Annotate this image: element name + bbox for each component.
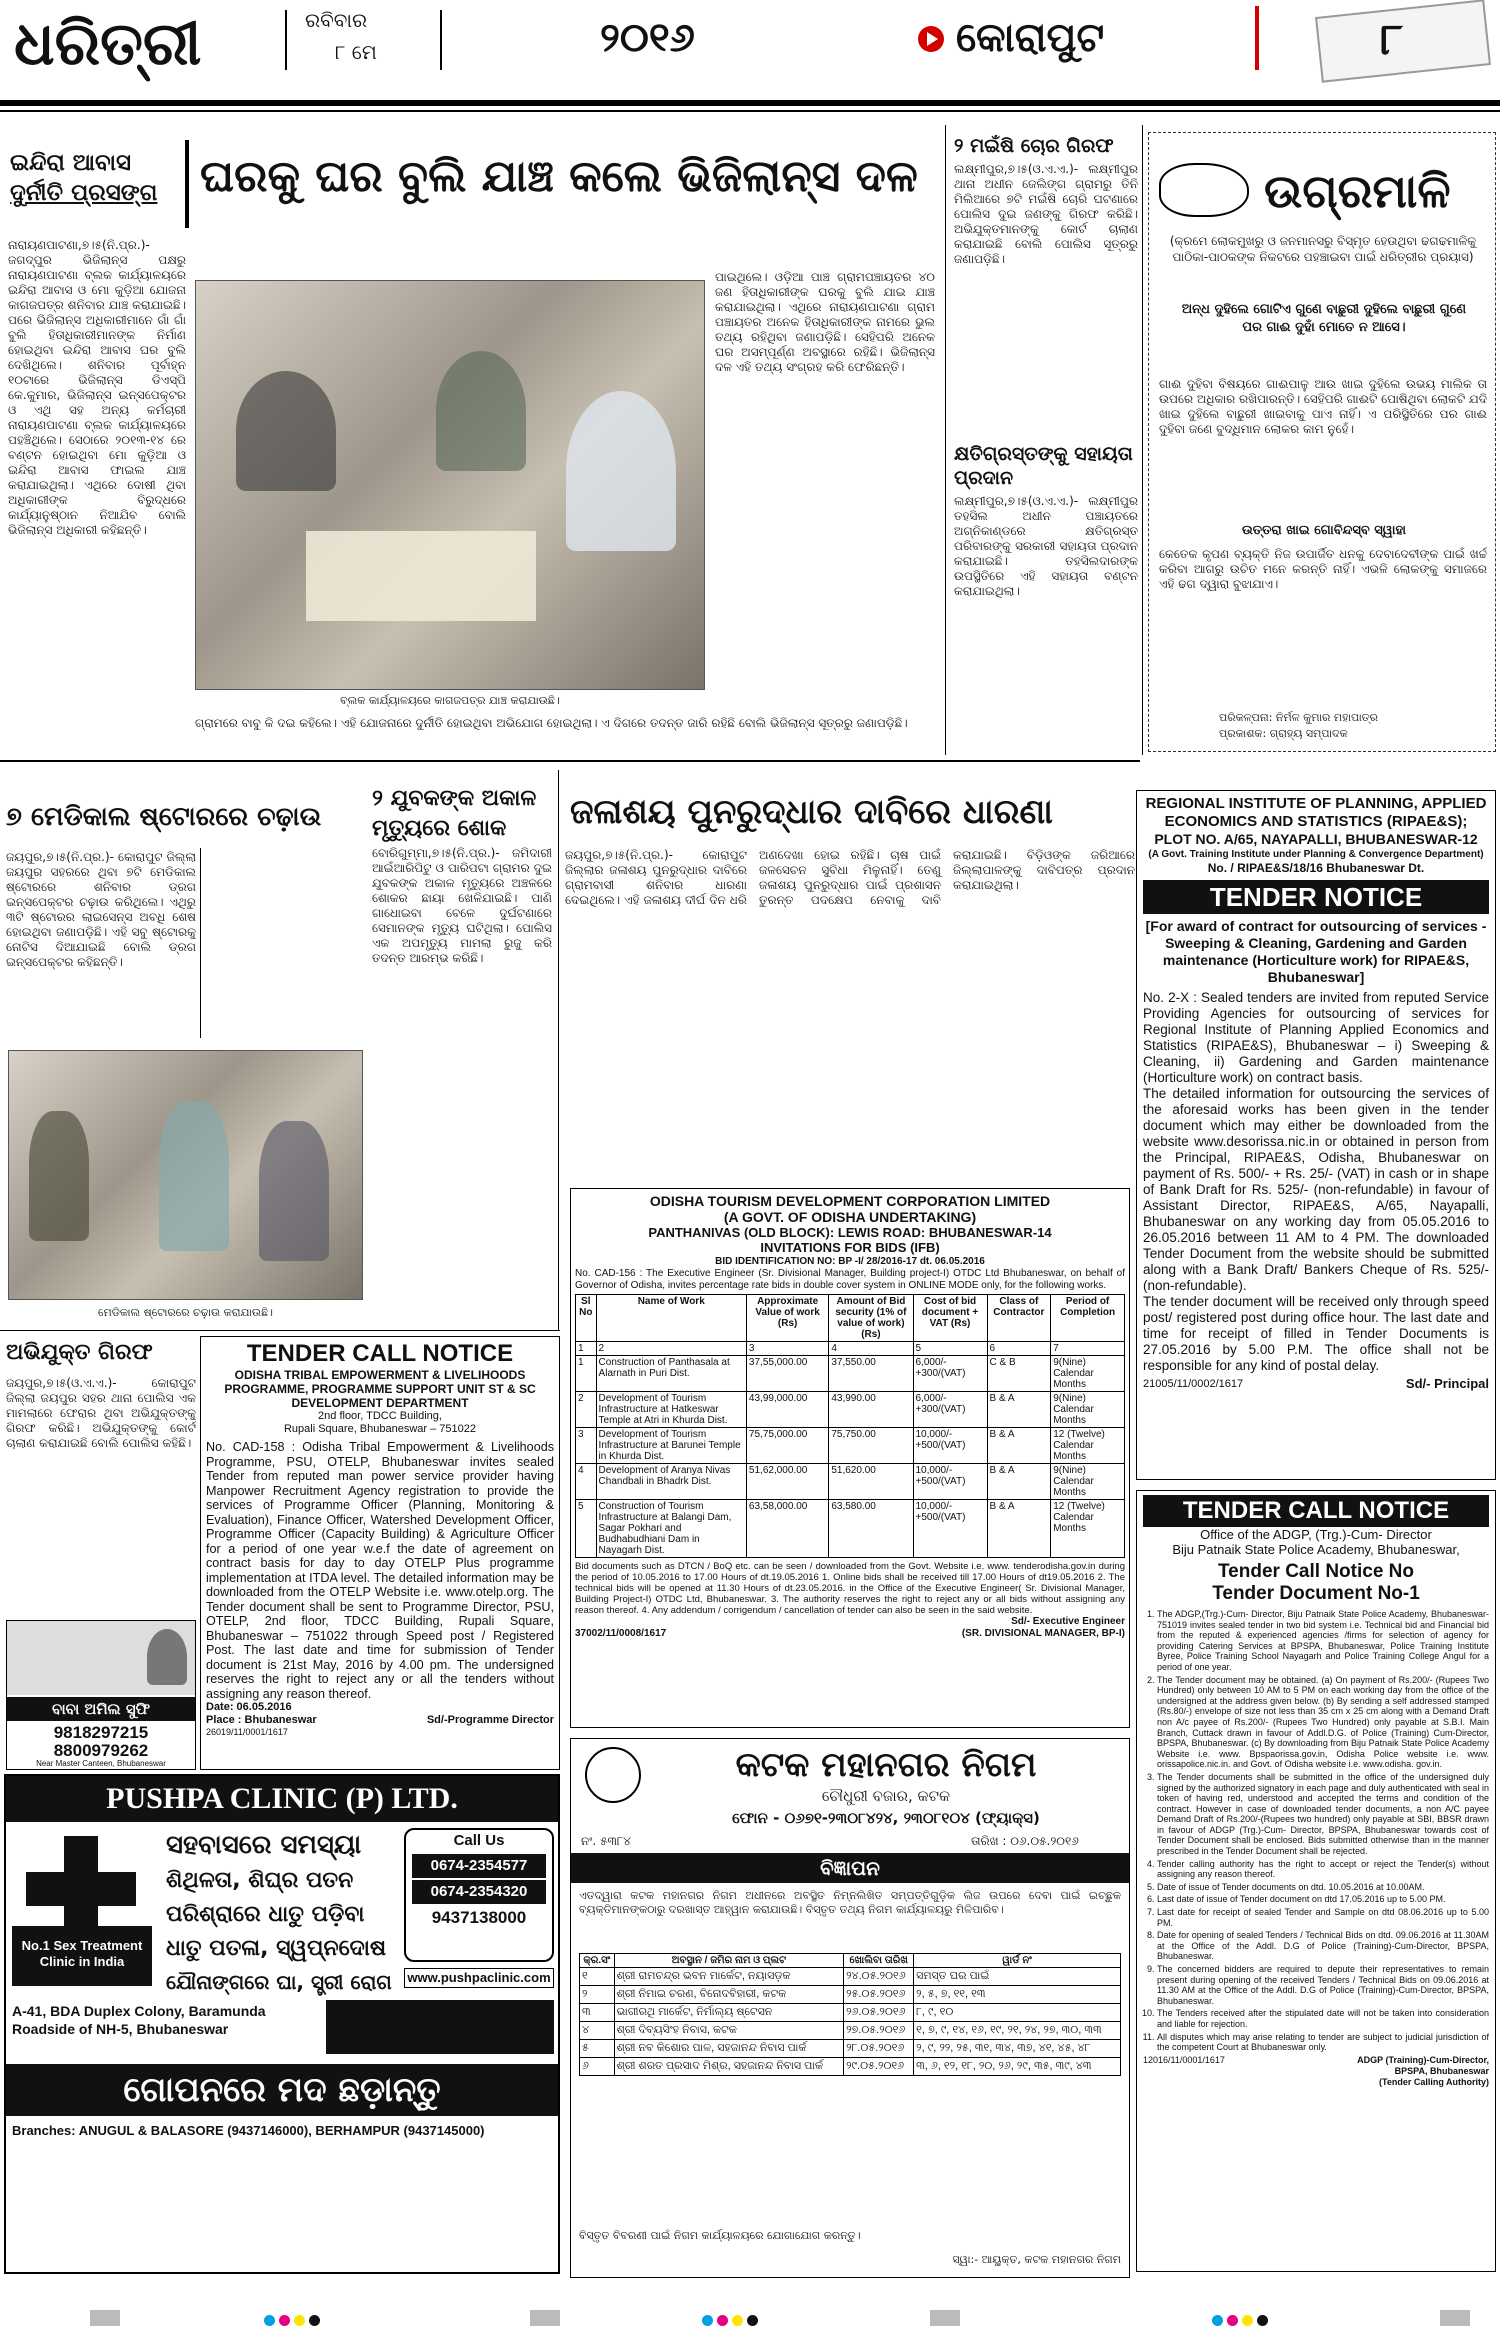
lead-photo: [195, 280, 705, 690]
table-cell: ଶ୍ରୀ ଶରତ ପ୍ରସାଦ ମିଶ୍ର, ସହଜାନନ୍ଦ ନିବାସ ପାର୍କ: [614, 2058, 844, 2076]
cmc-emblem-icon: [585, 1747, 641, 1803]
list-item: 11. All disputes which may arise relating to tender are subject to judicial jurisdiction of the competent Court at Bhubaneswar only.: [1157, 2032, 1489, 2053]
lead-column-1: ନାରାୟଣପାଟଣା,୭।୫(ନି.ପ୍ର.)- ଜଗଦ୍ପୁର ଭିଜିଲାନ୍ସ ପକ୍ଷରୁ ନାରାୟଣପାଟଣା ବ୍ଲକ କାର୍ଯ୍ୟାଳୟରେ ଇନ୍ଦିରା ଆବାସ ଓ ମୋ କୁଡ଼ିଆ ଯୋଜନା କାଗଜପତ୍ର ଶନିବାର ଯାଞ୍ଚ କରାଯାଇଛି। ପରେ ଭିଜିଲାନ୍ସ ଅଧିକାରୀମାନେ ଗାଁ ଗାଁ ବୁଲି ହିତାଧିକାରୀମାନଙ୍କ ନିର୍ମାଣ ହୋଇଥିବା ଇନ୍ଦିରା ଆବାସ ଘର ବୁଲି ଦେଖିଥିଲେ। ଶନିବାର ପୂର୍ବାହ୍ନ ୧୦ଟାରେ ଭିଜିଲାନ୍ସ ଡିଏସ୍ପି କେ.କୁମାର, ଭିଜିଲାନ୍ସ ଇନ୍ସପେକ୍ଟର ଓ ଏଥି ସହ ଅନ୍ୟ କର୍ମଚାରୀ ନାରାୟଣପାଟଣା ବ୍ଲକ କାର୍ଯ୍ୟାଳୟରେ ପହଞ୍ଚିଥିଲେ। ସେଠାରେ ୨୦୧୩-୧୪ ରେ ବଣ୍ଟନ ହୋଇଥିବା ମୋ କୁଡ଼ିଆ ଓ ଇନ୍ଦିରା ଆବାସ ଫାଇଲ ଯାଞ୍ଚ କରାଯାଇଥିଲା। ଏଥିରେ ଦୋଷୀ ଥିବା ଅଧିକାରୀଙ୍କ ବିରୁଦ୍ଧରେ କାର୍ଯ୍ୟାନୁଷ୍ଠାନ ନିଆଯିବ ବୋଲି ଭିଜିଲାନ୍ସ ଅଧିକାରୀ କହିଛନ୍ତି।: [8, 238, 186, 537]
proverb-subtitle: (କ୍ରମେ ଲୋକମୁଖରୁ ଓ ଜନମାନସରୁ ବିସ୍ମୃତ ହେଉଥିବା ଢଗଢମାଳିକୁ ପାଠିକା-ପାଠକଙ୍କ ନିକଟରେ ପହଞ୍ଚାଇବା ପାଇଁ ଧରିତ୍ରୀର ପ୍ରୟାସ): [1169, 234, 1477, 264]
lead-kicker: ଇନ୍ଦିରା ଆବାସ ଦୁର୍ନୀତି ପ୍ରସଙ୍ଗ: [10, 150, 158, 206]
baba-portrait-icon: [147, 1629, 187, 1685]
registration-dot-icon: [1212, 2315, 1223, 2326]
proverb-box: [1148, 132, 1496, 752]
baba-phone-2[interactable]: 8800979262: [53, 1741, 149, 1760]
table-cell: ଶ୍ରୀ ରାମଚନ୍ଦ୍ର ଭବନ ମାର୍କେଟ, ନୟାସଡ଼କ: [614, 1968, 844, 1986]
table-cell: ୮, ୯, ୧୦: [914, 2004, 1121, 2022]
table-cell: 10,000/- +500/(VAT): [913, 1464, 987, 1500]
clinic-phone-3[interactable]: 9437138000: [431, 1908, 527, 1927]
table-cell: 1: [576, 1356, 597, 1392]
clinic-slogan: ଗୋପନରେ ମଦ ଛଡ଼ାନ୍ତୁ: [6, 2064, 558, 2116]
table-cell: 6,000/- +300/(VAT): [913, 1392, 987, 1428]
table-cell: ଶ୍ରୀ ଦିବ୍ୟସିଂହ ନିବାସ, କଟକ: [614, 2022, 844, 2040]
table-header: Sl No: [576, 1295, 597, 1342]
table-cell: ୧, ୭, ୯, ୧୪, ୧୬, ୧୯, ୨୧, ୨୪, ୨୭, ୩୦, ୩୩: [914, 2022, 1121, 2040]
list-item: 2. The Tender document may be obtained. (a) On payment of Rs.200/- (Rupees Two Hundred) only between 10 AM to 5 PM on each working day from the office of the undersigned at the address given below. (b) By sending a self addressed stamped (Rs.80/-) envelope of size not less than 35 cm x 25 cm along with a Demand Draft non A/c payee of Rs.200/- (Rupees Two Hundred) only payable at S.B.I. Main Branch, Cuttack drawn in favour of Addl.D.G. of Police (Training) Cum-Director, BPSPA, Bhubaneswar. (c) By downloading from Biju Patnaik State Police Academy Website i.e. www. Bpspaorissa.gov.in, Odisha Police website i.e. www. orissapolice.nic.in. and Govt. of Odisha website i.e. www.odisha. gov.in.: [1157, 1675, 1489, 1770]
list-item: 4. Tender calling authority has the right to accept or reject the Tender(s) without assigning any reason thereof.: [1157, 1859, 1489, 1880]
brief-news-column: [950, 120, 1140, 760]
table-cell: 51,62,000.00: [746, 1464, 828, 1500]
table-cell: ଶ୍ରୀ ନିମାଇ ଚରଣ, ବିନୋଦବିହାରୀ, କଟକ: [614, 1986, 844, 2004]
list-item: 1. The ADGP,(Trg.)-Cum- Director, Biju Patnaik State Police Academy, Bhubaneswar-751019 invites sealed tender in two bid system i.e. Technical bid and Financial bid from the reputed & experienced agencies /firms for selection of agency for providing Catering Services at BPSPA, Bhubaneswar, Police Training Institute Byree, Police Training School Nayagarh and Police Training College Angul for a period of one year.: [1157, 1609, 1489, 1673]
table-cell: 37,55,000.00: [746, 1356, 828, 1392]
brief-text-theft: ଲକ୍ଷ୍ମୀପୁର,୭।୫(ଓ.ଏ.ଏ.)- ଲକ୍ଷ୍ମୀପୁର ଥାନା ଅଧୀନ ଜେଲିଙ୍ଗ ଗ୍ରାମରୁ ତିନି ମିଲିଆରେ ୭ଟି ମଇଁଷି ଚୋରି ଘଟଣାରେ ପୋଲିସ ଦୁଇ ଜଣଙ୍କୁ ଗିରଫ କରିଛି। ଅଭିଯୁକ୍ତମାନଙ୍କୁ କୋର୍ଟ ଚାଲାଣ କରାଯାଇଛି ବୋଲି ପୋଲିସ ସୂତ୍ରରୁ ଜଣାପଡ଼ିଛି।: [954, 162, 1138, 266]
cmc-title: କଟକ ମହାନଗର ନିଗମ: [735, 1745, 1037, 1785]
table-cell: 2: [596, 1342, 746, 1356]
table-cell: 5: [576, 1500, 597, 1558]
table-header: Amount of Bid security (1% of value of work) (Rs): [829, 1295, 913, 1342]
table-header: Name of Work: [596, 1295, 746, 1342]
table-cell: 9(Nine) Calendar Months: [1051, 1392, 1125, 1428]
cmc-adv-banner: ବିଜ୍ଞାପନ: [571, 1853, 1129, 1883]
otdc-bid-table: [575, 1294, 1125, 1558]
table-cell: B & A: [987, 1428, 1051, 1464]
table-cell: Development of Tourism Infrastructure at Barunei Temple in Khurda Dist.: [596, 1428, 746, 1464]
table-header: Period of Completion: [1051, 1295, 1125, 1342]
registration-dot-icon: [1242, 2315, 1253, 2326]
table-cell: 9(Nine) Calendar Months: [1051, 1464, 1125, 1500]
table-cell: ଭାଗୀରଥି ମାର୍କେଟ, ନିର୍ମାଲ୍ୟ ଷ୍ଟେସନ: [614, 2004, 844, 2022]
registration-dot-icon: [264, 2315, 275, 2326]
table-cell: 6,000/- +300/(VAT): [913, 1356, 987, 1392]
list-item: 10. The Tenders received after the stipulated date will not be taken into consideration and liable for rejection.: [1157, 2008, 1489, 2029]
masthead-year: ୨୦୧୬: [600, 15, 695, 61]
list-item: 9. The concerned bidders are required to depute their representatives to remain present during opening of the received Tenders / Technical Bids on 09.06.2016 at 11.30 AM at the Office of the Addl. D.G of Police (Training)-Cum-Director, BPSPA, Bhubaneswar.: [1157, 1964, 1489, 2006]
table-cell: 4: [576, 1464, 597, 1500]
table-cell: 6: [987, 1342, 1051, 1356]
page-number-badge: [1315, 0, 1491, 83]
table-cell: 63,580.00: [829, 1500, 913, 1558]
clinic-phone-1[interactable]: 0674-2354577: [412, 1854, 546, 1878]
table-cell: ଶ୍ରୀ ନବ କିଶୋର ପାଳ, ସହଜାନନ୍ଦ ନିବାସ ପାର୍କ: [614, 2040, 844, 2058]
clinic-website[interactable]: www.pushpaclinic.com: [404, 1968, 554, 1988]
adgp-tender-notice: TENDER CALL NOTICE Office of the ADGP, (Trg.)-Cum- Director Biju Patnaik State Police Academy, Bhubaneswar, Tender Call Notice No Tender Document No-1 1. The ADGP,(Trg.)-Cum- Director, Biju Patnaik State Police Academy, Bhubaneswar-751019 invites sealed tender in two bid system i.e. Technical bid and Financial bid from the reputed & experienced agencies /firms for selection of agency for providing Catering Services at BPSPA, Bhubaneswar, Police Training Institute Byree, Police Training School Nayagarh and Police Training College Angul for a period of one year. 2. The Tender document may be obtained. (a) On payment of Rs.200/- (Rupees Two Hundred) only between 10 AM to 5 PM on each working day from the office of the undersigned at the address given below. (b) By sending a self addressed stamped (Rs.80/-) envelope of size not less than 35 cm x 25 cm along with a Demand Draft non A/c payee of Rs.200/- (Rupees Two Hundred) only payable at S.B.I. Main Branch, Cuttack drawn in favour of Addl.D.G. of Police (Training) Cum-Director, BPSPA, Bhubaneswar. (c) By downloading from Biju Patnaik State Police Academy Website i.e. www. Bpspaorissa.gov.in, Odisha Police website i.e. www. orissapolice.nic.in. and Govt. of Odisha website i.e. www.odisha. gov.in. 3. The Tender documents shall be submitted in the office of the undersigned duly signed by the authorized signatory in each page and duly authenticated with seal in token of having red, understood and accepted the terms and condition of the contract. However in case of downloaded tender documents, a non A/C payee Demand Draft of Rs.200/-(Rupees two hundred) only payable at SBI, BBSR drawn in favour of ADGP (Trg.)-Cum- Director, BPSPA, Bhubaneswar towards cost of Tender Document shall be enclosed. Bids submitted otherwise than in the manner prescribed in the Tender Document shall be rejected. 4. Tender calling authority has the right to accept or reject the Tender(s) without assigning any reason thereof. 5. Date of issue of Tender documents on dtd. 10.05.2016 at 10.00AM. 6. Last date of issue of Tender document on dtd 17.05.2016 up to 5.00 PM. 7. Last date for receipt of sealed Tender and Sample on dtd 08.06.2016 up to 5.00 PM. 8. Date for opening of sealed Tenders / Technical Bids on dtd. 09.06.2016 at 11.30AM at the Office of the Addl. D.G of Police (Training)-Cum-Director, BPSPA, Bhubaneswar. 9. The concerned bidders are required to depute their representatives to remain present during opening of the received Tenders / Technical Bids on 09.06.2016 at 11.30 AM at the Office of the Addl. D.G of Police (Training)-Cum-Director, BPSPA, Bhubaneswar. 10. The Tenders received after the stipulated date will not be taken into consideration and liable for rejection. 11. All disputes which may arise relating to tender are subject to judicial jurisdiction of the competent Court at Bhubaneswar only. 12016/11/0001/1617 ADGP (Training)-Cum-Director, BPSPA, Bhubaneswar (Tender Calling Authority): [1136, 1490, 1496, 2272]
table-header: କ୍ର.ସଂ: [580, 1954, 615, 1968]
table-cell: 75,75,000.00: [746, 1428, 828, 1464]
registration-dot-icon: [1227, 2315, 1238, 2326]
proverb-credit-2: ପ୍ରକାଶକ: ଗ୍ରାହ୍ୟ ସମ୍ପାଦକ: [1219, 727, 1348, 740]
lead-headline: ଘରକୁ ଘର ବୁଲି ଯାଞ୍ଚ କଲେ ଭିଜିଲାନ୍ସ ଦଳ: [200, 151, 918, 202]
table-cell: B & A: [987, 1464, 1051, 1500]
table-row: [576, 1392, 1125, 1428]
table-row: [580, 1986, 1121, 2004]
masthead: [0, 0, 1500, 112]
youth-headline: ୨ ଯୁବକଙ୍କ ଅକାଳ ମୃତ୍ୟୁରେ ଶୋକ: [372, 786, 537, 841]
proverb-verse: ଅନ୍ଧ ଦୁହିଲେ ଗୋଟିଏ ଗୁଣେ ବାଛୁରୀ ଦୁହିଲେ ବାଛୁରୀ ଗୁଣେ ପର ଗାଈ ଦୁହାଁ ମୋତେ ନ ଆସେ।: [1181, 302, 1467, 335]
table-cell: ୬: [580, 2058, 615, 2076]
table-cell: ୨, ୫, ୭, ୧୧, ୧୩: [914, 1986, 1121, 2004]
table-row: [580, 2022, 1121, 2040]
table-cell: Construction of Panthasala at Alarnath in Puri Dist.: [596, 1356, 746, 1392]
ripaes-title: TENDER NOTICE: [1143, 880, 1489, 914]
table-cell: 12 (Twelve) Calendar Months: [1051, 1428, 1125, 1464]
baba-name: ବାବା ଅମିଲ ସୁଫି: [7, 1697, 195, 1721]
table-header: ଖୋଲିବା ତାରିଖ: [844, 1954, 914, 1968]
masthead-edition: କୋରାପୁଟ: [956, 15, 1105, 61]
list-item: 3. The Tender documents shall be submitted in the office of the undersigned duly signed by the authorized signatory in each page and duly authenticated with seal in token of having red, understood and accepted the terms and condition of the contract. However in case of downloaded tender documents, a non A/C payee Demand Draft of Rs.200/-(Rupees two hundred) only payable at SBI, BBSR drawn in favour of ADGP (Trg.)-Cum- Director, BPSPA, Bhubaneswar towards cost of Tender Document shall be enclosed. Bids submitted otherwise than in the manner prescribed in the Tender Document shall be rejected.: [1157, 1772, 1489, 1857]
table-cell: Development of Tourism Infrastructure at Hatkeswar Temple at Atri in Khurda Dist.: [596, 1392, 746, 1428]
baba-note: Near Master Canteen, Bhubaneswar: [36, 1759, 166, 1768]
registration-dot-icon: [747, 2315, 758, 2326]
pushpa-clinic-advert: PUSHPA CLINIC (P) LTD. No.1 Sex Treatment Clinic in India ସହବାସରେ ସମସ୍ୟା ଶିଥିଳତା, ଶିଘ୍ର ପତନ ପରିଶ୍ରାରେ ଧାତୁ ପଡ଼ିବା ଧାତୁ ପତଳା, ସ୍ୱପ୍ନଦୋଷ ଯୌନାଙ୍ଗରେ ଘା, ସ୍ତ୍ରୀ ରୋଗ Call Us 0674-2354577 0674-2354320 9437138000 www.pushpaclinic.com A-41, BDA Duplex Colony, Baramunda Roadside of NH-5, Bhubaneswar ଗୋପନରେ ମଦ ଛଡ଼ାନ୍ତୁ Branches: ANUGUL & BALASORE (9437146000), BERHAMPUR (9437145000): [4, 1774, 560, 2274]
proverb-title: ଉଗ୍ରମାଳି: [1264, 164, 1451, 218]
table-cell: B & A: [987, 1500, 1051, 1558]
medical-photo: [8, 1050, 363, 1300]
table-cell: 2: [576, 1392, 597, 1428]
registration-dot-icon: [732, 2315, 743, 2326]
table-cell: Development of Aranya Nivas Chandbali in Bhadrk Dist.: [596, 1464, 746, 1500]
medical-text: ଜୟପୁର,୭।୫(ନି.ପ୍ର.)- କୋରାପୁଟ ଜିଲ୍ଲା ଜୟପୁର ସହରରେ ଥିବା ୭ଟି ମେଡିକାଲ ଷ୍ଟୋରରେ ଶନିବାର ଡ୍ରଗ ଇନ୍ସପେକ୍ଟର ଚଢ଼ାଉ କରିଥିଲେ। ଏଥିରୁ ୩ଟି ଷ୍ଟୋରର ଲାଇସେନ୍ସ ଅବଧି ଶେଷ ହୋଇଥିବା ଜଣାପଡ଼ିଛି। ଏହି ସବୁ ଷ୍ଟୋରକୁ ନୋଟିସ ଦିଆଯାଇଛି ବୋଲି ଡ୍ରଗ ଇନ୍ସପେକ୍ଟର କହିଛନ୍ତି।: [6, 850, 196, 969]
table-cell: ୧: [580, 1968, 615, 1986]
registration-dot-icon: [294, 2315, 305, 2326]
table-cell: ୫: [580, 2040, 615, 2058]
table-cell: 7: [1051, 1342, 1125, 1356]
list-item: 8. Date for opening of sealed Tenders / Technical Bids on dtd. 09.06.2016 at 11.30AM at the Office of the Addl. D.G of Police (Training)-Cum-Director, BPSPA, Bhubaneswar.: [1157, 1930, 1489, 1962]
table-cell: ୨, ୯, ୨୨, ୨୫, ୩୧, ୩୪, ୩୭, ୪୧, ୪୫, ୪୮: [914, 2040, 1121, 2058]
otelp-tender-notice: TENDER CALL NOTICE ODISHA TRIBAL EMPOWERMENT & LIVELIHOODS PROGRAMME, PROGRAMME SUPPORT UNIT ST & SC DEVELOPMENT DEPARTMENT 2nd floor, TDCC Building, Rupali Square, Bhubaneswar – 751022 No. CAD-158 : Odisha Tribal Empowerment & Livelihoods Programme, PSU, OTELP, Bhubaneswar invites sealed Tender from reputed man power service provider having Manpower Recruitment Agency registration to provide the services of Programme Officer (Planning, Monitoring & Evaluation), Finance Officer, Watershed Development Officer, Programme Officer (Capacity Building) & Agriculture Officer for a period of one year w.e.f the date of agreement on contract basis for day to day OTELP Plus programme implementation at ITDA level. The detailed information may be downloaded from the OTELP Website i.e. www.otelp.org. The Tender document shall be sent to Programme Director, PSU, OTELP, 2nd floor, TDCC Building, Rupali Square, Bhubaneswar – 751022 through Speed post / Registered Post. The last date and time for submission of Tender document is 21st May, 2016 by 4.00 pm. The undersigned reserves the right to reject any or all the tenders without assigning any reason thereof. Date: 06.05.2016 Place : Bhubaneswar Sd/-Programme Director 26019/11/0001/1617: [200, 1336, 560, 1770]
table-cell: ୩, ୬, ୧୨, ୧୮, ୨୦, ୨୬, ୨୯, ୩୫, ୩୯, ୪୩: [914, 2058, 1121, 2076]
clinic-name: PUSHPA CLINIC (P) LTD.: [6, 1776, 558, 1822]
table-cell: 5: [913, 1342, 987, 1356]
table-row: [580, 2040, 1121, 2058]
registration-dot-icon: [717, 2315, 728, 2326]
adgp-title: TENDER CALL NOTICE: [1143, 1495, 1489, 1527]
table-header: ଅବସ୍ଥାନ / ଜମିର ନାମ ଓ ପ୍ଲଟ: [614, 1954, 844, 1968]
table-cell: 75,750.00: [829, 1428, 913, 1464]
proverb-credit-1: ପରିକଳ୍ପନା: ନିର୍ମଳ କୁମାର ମହାପାତ୍ର: [1219, 711, 1378, 724]
brief-headline-relief: କ୍ଷତିଗ୍ରସ୍ତଙ୍କୁ ସହାୟତା ପ୍ରଦାନ: [954, 443, 1133, 489]
clinic-badge: No.1 Sex Treatment Clinic in India: [12, 1926, 152, 1986]
masthead-date: ୮ ମେ: [335, 40, 377, 64]
table-cell: Construction of Tourism Infrastructure at Balangi Dam, Sagar Pokhari and Budhabudhiani Dam in Nayagarh Dist.: [596, 1500, 746, 1558]
table-header: Cost of bid document + VAT (Rs): [913, 1295, 987, 1342]
table-cell: B & A: [987, 1392, 1051, 1428]
table-cell: ୨: [580, 1986, 615, 2004]
table-cell: 1: [576, 1342, 597, 1356]
proverb-answer: ଉତ୍ତରା ଖାଇ ଗୋବିନ୍ଦସ୍ବ ସ୍ୱାହା: [1241, 523, 1407, 538]
proverb-body-2: କେତେକ କୃପଣ ବ୍ୟକ୍ତି ନିଜ ଉପାର୍ଜିତ ଧନକୁ ଦେବାଦେବୀଙ୍କ ପାଇଁ ଖର୍ଚ୍ଚ କରିବା ଆଗରୁ ଉଚିତ ମନେ କରନ୍ତି ନାହିଁ। ଏଭଳି ଲୋକଙ୍କୁ ସମାଜରେ ଏହି ଢଗ ଦ୍ୱାରା ବୁଝାଯାଏ।: [1159, 547, 1487, 591]
table-cell: 9(Nine) Calendar Months: [1051, 1356, 1125, 1392]
table-cell: ୨୬.୦୫.୨୦୧୬: [844, 2004, 914, 2022]
table-row: [580, 2004, 1121, 2022]
table-cell: ସମସ୍ତ ଘର ପାଇଁ: [914, 1968, 1121, 1986]
table-cell: 3: [576, 1428, 597, 1464]
table-header: ୱାର୍ଡ ନଂ: [914, 1954, 1121, 1968]
otdc-tender-notice: ODISHA TOURISM DEVELOPMENT CORPORATION LIMITED (A GOVT. OF ODISHA UNDERTAKING) PANTHANIVAS (OLD BLOCK): LEWIS ROAD: BHUBANESWAR-14 INVITATIONS FOR BIDS (IFB) BID IDENTIFICATION NO: BP -I/ 28/2016-17 dt. 06.05.2016 No. CAD-156 : The Executive Engineer (Sr. Divisional Manager, Building project-I) OTDC Ltd Bhubaneswar, on behalf of Governor of Odisha, invites percentage rate bids in double cover system in ONLINE MODE only, for the following works. Sl No Name of Work Approximate Value of work (Rs) Amount of Bid security (1% of value of work) (Rs) Cost of bid document + VAT (Rs) Class of Contractor Period of Completion 1 2 3 4 5 6 7 1 Construction of Panthasala at Alarnath in Puri Dist. 37,55,000.00 37,550.00 6,000/- +300/(VAT) C & B 9(Nine) Calendar Months 2 Development of Tourism Infrastructure at Hatkeswar Temple at Atri in Khurda Dist. 43,99,000.00 43,990.00 6,000/- +300/(VAT) B & A 9(Nine) Calendar Months 3 Development of Tourism Infrastructure at Barunei Temple in Khurda Dist. 75,75,000.00 75,750.00 10,000/- +500/(VAT) B & A 12 (Twelve) Calendar Months 4 Development of Aranya Nivas Chandbali in Bhadrk Dist. 51,62,000.00 51,620.00 10,000/- +500/(VAT) B & A 9(Nine) Calendar Months 5 Construction of Tourism Infrastructure at Balangi Dam, Sagar Pokhari and Budhabudhiani Dam in Nayagarh Dist. 63,58,000.00 63,580.00 10,000/- +500/(VAT) B & A 12 (Twelve) Calendar Months Bid documents such as DTCN / BoQ etc. can be seen / downloaded from the Govt. Website i.e. www. tenderodisha.gov.in during the period of 10.05.2016 to 17.00 Hours of dt.19.05.2016 1. Online bids shall be received till 17.00 Hours of dt19.05.2016 2. The technical bids will be opened at 11.30 Hours of dt.23.05.2016. in the Office of the Executive Engineer( Sr. Divisional Manager, Building Project-I) OTDC Ltd, Bhubaneswar. 3. The authority reserves the right to reject any or all bids without assigning any reason thereof. 4. Any addendum / corrigendum / cancellation of tender can also be seen in the said website. Sd/- Executive Engineer 37002/11/0008/1617 (SR. DIVISIONAL MANAGER, BP-I): [570, 1188, 1130, 1728]
lead-photo-caption: ବ୍ଲକ କାର୍ଯ୍ୟାଳୟରେ କାଗଜପତ୍ର ଯାଞ୍ଚ କରାଯାଉଛି।: [340, 694, 560, 707]
medical-photo-caption: ମେଡିକାଲ ଷ୍ଟୋରରେ ଚଢ଼ାଉ କରାଯାଉଛି।: [98, 1306, 273, 1319]
medical-headline: ୭ ମେଡିକାଲ ଷ୍ଟୋରରେ ଚଢ଼ାଉ: [6, 802, 322, 832]
ripaes-tender-notice: REGIONAL INSTITUTE OF PLANNING, APPLIED ECONOMICS AND STATISTICS (RIPAE&S); PLOT NO. A/65, NAYAPALLI, BHUBANESWAR-12 (A Govt. Training Institute under Planning & Convergence Department) No. / RIPAE&S/18/16 Bhubaneswar Dt. TENDER NOTICE [For award of contract for outsourcing of services - Sweeping & Cleaning, Gardening and Garden maintenance (Horticulture work) for RIPAE&S, Bhubaneswar] No. 2-X : Sealed tenders are invited from reputed Service Providing Agencies for outsourcing of services for Regional Institute of Planning Applied Economics and Statistics (RIPAE&S), Bhubaneswar – i) Sweeping & Cleaning, ii) Gardening and Garden maintenance (Horticulture work) on contract basis. The detailed information for outsourcing the services of the aforesaid works has been given in the tender document which may either be downloaded from the website www.desorissa.nic.in or obtained in person from the Principal, RIPAE&S, Odisha, Bhubaneswar on payment of Rs. 500/- + Rs. 25/- (VAT) in cash or in shape of Bank Draft for Rs. 525/- (non-refundable) in favour of Assistant Director, RIPAE&S, A/65, Nayapalli, Bhubaneswar on any working day from 05.05.2016 to 26.05.2016 between 11 AM to 4 PM. The downloaded Tender Document from the website should be submitted along with a Bank Draft/ Bankers Cheque of Rs. 525/- (non-refundable). The tender document will be received only through speed post/ registered post during office hour. The last date and time for receipt of filled in Tender Documents is 27.05.2016 by 5.00 P.M. The office shall not be responsible for any kind of postal delay. 21005/11/0002/1617 Sd/- Principal: [1136, 790, 1496, 1480]
table-cell: ୨୪.୦୫.୨୦୧୬: [844, 1968, 914, 1986]
table-cell: ୨୯.୦୫.୨୦୧୬: [844, 2058, 914, 2076]
table-cell: 51,620.00: [829, 1464, 913, 1500]
play-arrow-icon: [927, 32, 938, 46]
table-header: Approximate Value of work (Rs): [746, 1295, 828, 1342]
table-cell: ୨୫.୦୫.୨୦୧୬: [844, 1986, 914, 2004]
accused-text: ଜୟପୁର,୭।୫(ଓ.ଏ.ଏ.)- କୋରାପୁଟ ଜିଲ୍ଲା ଜୟପୁର ସହର ଥାନା ପୋଲିସ ଏକ ମାମଲାରେ ଫେରାର ଥିବା ଅଭିଯୁକ୍ତଙ୍କୁ ଗିରଫ କରିଛି। ଅଭିଯୁକ୍ତଙ୍କୁ କୋର୍ଟ ଚାଲାଣ କରାଯାଇଛି ବୋଲି ପୋଲିସ କହିଛି।: [6, 1376, 196, 1450]
brief-text-relief: ଲକ୍ଷ୍ମୀପୁର,୭।୫(ଓ.ଏ.ଏ.)- ଲକ୍ଷ୍ମୀପୁର ତହସିଲ ଅଧୀନ ପଞ୍ଚାୟତରେ ଅଗ୍ନିକାଣ୍ଡରେ କ୍ଷତିଗ୍ରସ୍ତ ପରିବାରଙ୍କୁ ସରକାରୀ ସହାୟତା ପ୍ରଦାନ କରାଯାଇଛି। ତହସିଲଦାରଙ୍କ ଉପସ୍ଥିତିରେ ଏହି ସହାୟତା ବଣ୍ଟନ କରାଯାଇଥିଲା।: [954, 494, 1138, 598]
table-cell: ୪: [580, 2022, 615, 2040]
clinic-branches: Branches: ANUGUL & BALASORE (9437146000), BERHAMPUR (9437145000): [12, 2123, 485, 2138]
table-row: [576, 1500, 1125, 1558]
table-cell: 63,58,000.00: [746, 1500, 828, 1558]
lead-bottom-text: ଗ୍ରାମରେ ବାବୁ କି ଦଇ କହିଲେ। ଏହି ଯୋଜନାରେ ଦୁର୍ନୀତି ହୋଇଥିବା ଅଭିଯୋଗ ହୋଇଥିଲା। ଏ ଦିଗରେ ତଦନ୍ତ ଜାରି ରହିଛି ବୋଲି ଭିଜିଲାନ୍ସ ସୂତ୍ରରୁ ଜଣାପଡ଼ିଛି।: [195, 716, 908, 730]
table-cell: ୨୮.୦୫.୨୦୧୬: [844, 2040, 914, 2058]
baba-phone-1[interactable]: 9818297215: [53, 1723, 149, 1742]
baba-advert: [6, 1620, 196, 1770]
lead-column-2: ପାଇଥିଲେ। ଓଡ଼ିଆ ପାଞ୍ଚ ଗ୍ରାମପଞ୍ଚାୟତର ୪୦ ଜଣ ହିତାଧିକାରୀଙ୍କ ଘରକୁ ବୁଲି ଯାଇ ଯାଞ୍ଚ କରାଯାଇଥିଲା। ଏଥିରେ ନାରାୟଣପାଟଣା ଗ୍ରାମ ପଞ୍ଚାୟତର ଅନେକ ହିତାଧିକାରୀଙ୍କ ନାମରେ ଭୁଲ ତଥ୍ୟ ରହିଥିବା ଜଣାପଡ଼ିଛି। ସେହିପରି ଅନେକ ଘର ଅସମ୍ପୂର୍ଣ୍ଣ ଅବସ୍ଥାରେ ରହିଛି। ଭିଜିଲାନ୍ସ ଦଳ ଏହି ତଥ୍ୟ ସଂଗ୍ରହ କରି ଫେରିଛନ୍ତି।: [715, 270, 935, 374]
registration-dot-icon: [309, 2315, 320, 2326]
cmc-table: [579, 1953, 1121, 2076]
cartoon-face-icon: [1159, 163, 1249, 217]
table-row: [580, 2058, 1121, 2076]
table-cell: 10,000/- +500/(VAT): [913, 1500, 987, 1558]
call-us-box: Call Us 0674-2354577 0674-2354320 9437138000: [404, 1828, 554, 1962]
table-row: [576, 1464, 1125, 1500]
table-header: Class of Contractor: [987, 1295, 1051, 1342]
page-number: ୮: [1380, 14, 1403, 65]
reservoir-headline: ଜଳାଶୟ ପୁନରୁଦ୍ଧାର ଦାବିରେ ଧାରଣା: [570, 792, 1053, 832]
cmc-advert: କଟକ ମହାନଗର ନିଗମ ଚୌଧୁରୀ ବଜାର, କଟକ ଫୋନ - ୦୬୭୧-୨୩୦୮୪୨୪, ୨୩୦୮୧୦୪ (ଫ୍ୟାକ୍ସ) ନଂ. ୫୩୮୪ ତାରିଖ : ୦୬.୦୫.୨୦୧୬ ବିଜ୍ଞାପନ ଏତଦ୍ୱାରା କଟକ ମହାନଗର ନିଗମ ଅଧୀନରେ ଅବସ୍ଥିତ ନିମ୍ନଲିଖିତ ସମ୍ପତ୍ତିଗୁଡ଼ିକ ଲିଜ ଉପରେ ଦେବା ପାଇଁ ଇଚ୍ଛୁକ ବ୍ୟକ୍ତିମାନଙ୍କଠାରୁ ଦରଖାସ୍ତ ଆହ୍ୱାନ କରାଯାଉଛି। ବିସ୍ତୃତ ତଥ୍ୟ ନିଗମ କାର୍ଯ୍ୟାଳୟରୁ ମିଳିପାରିବ। କ୍ର.ସଂ ଅବସ୍ଥାନ / ଜମିର ନାମ ଓ ପ୍ଲଟ ଖୋଲିବା ତାରିଖ ୱାର୍ଡ ନଂ ୧ ଶ୍ରୀ ରାମଚନ୍ଦ୍ର ଭବନ ମାର୍କେଟ, ନୟାସଡ଼କ ୨୪.୦୫.୨୦୧୬ ସମସ୍ତ ଘର ପାଇଁ ୨ ଶ୍ରୀ ନିମାଇ ଚରଣ, ବିନୋଦବିହାରୀ, କଟକ ୨୫.୦୫.୨୦୧୬ ୨, ୫, ୭, ୧୧, ୧୩ ୩ ଭାଗୀରଥି ମାର୍କେଟ, ନିର୍ମାଲ୍ୟ ଷ୍ଟେସନ ୨୬.୦୫.୨୦୧୬ ୮, ୯, ୧୦ ୪ ଶ୍ରୀ ଦିବ୍ୟସିଂହ ନିବାସ, କଟକ ୨୭.୦୫.୨୦୧୬ ୧, ୭, ୯, ୧୪, ୧୬, ୧୯, ୨୧, ୨୪, ୨୭, ୩୦, ୩୩ ୫ ଶ୍ରୀ ନବ କିଶୋର ପାଳ, ସହଜାନନ୍ଦ ନିବାସ ପାର୍କ ୨୮.୦୫.୨୦୧୬ ୨, ୯, ୨୨, ୨୫, ୩୧, ୩୪, ୩୭, ୪୧, ୪୫, ୪୮ ୬ ଶ୍ରୀ ଶରତ ପ୍ରସାଦ ମିଶ୍ର, ସହଜାନନ୍ଦ ନିବାସ ପାର୍କ ୨୯.୦୫.୨୦୧୬ ୩, ୬, ୧୨, ୧୮, ୨୦, ୨୬, ୨୯, ୩୫, ୩୯, ୪୩ ବିସ୍ତୃତ ବିବରଣୀ ପାଇଁ ନିଗମ କାର୍ଯ୍ୟାଳୟରେ ଯୋଗାଯୋଗ କରନ୍ତୁ। ସ୍ୱା:- ଆୟୁକ୍ତ, କଟକ ମହାନଗର ନିଗମ: [570, 1738, 1130, 2278]
table-cell: ୨୭.୦୫.୨୦୧୬: [844, 2022, 914, 2040]
masthead-day: ରବିବାର: [305, 8, 368, 32]
table-row: [580, 1968, 1121, 1986]
reservoir-text: ଜୟପୁର,୭।୫(ନି.ପ୍ର.)- କୋରାପୁଟ ଜିଲ୍ଲାର ଜଳାଶୟ ପୁନରୁଦ୍ଧାର ଦାବିରେ ଗ୍ରାମବାସୀ ଶନିବାର ଧାରଣା ଦେଇଥିଲେ। ଏହି ଜଳାଶୟ ଦୀର୍ଘ ଦିନ ଧରି ଅଣଦେଖା ହୋଇ ରହିଛି। ଚାଷ ପାଇଁ ଜଳସେଚନ ସୁବିଧା ମିଳୁନାହିଁ। ତେଣୁ ଜଳାଶୟ ପୁନରୁଦ୍ଧାର ପାଇଁ ପ୍ରଶାସନ ତୁରନ୍ତ ପଦକ୍ଷେପ ନେବାକୁ ଦାବି କରାଯାଇଛି। ବିଡ଼ିଓଙ୍କ ଜରିଆରେ ଜିଲ୍ଲାପାଳଙ୍କୁ ଦାବିପତ୍ର ପ୍ରଦାନ କରାଯାଇଥିଲା।: [565, 848, 1135, 907]
list-item: 7. Last date for receipt of sealed Tender and Sample on dtd 08.06.2016 up to 5.00 PM.: [1157, 1907, 1489, 1928]
accused-headline: ଅଭିଯୁକ୍ତ ଗିରଫ: [6, 1340, 153, 1365]
clinic-phone-2[interactable]: 0674-2354320: [412, 1880, 546, 1904]
youth-text: ବୋରିଗୁମ୍ମା,୭।୫(ନି.ପ୍ର.)- ଜମିଦାରୀ ଆଇଁଆରିପିଟୁ ଓ ପାରିପଟା ଗ୍ରାମର ଦୁଇ ଯୁବକଙ୍କ ଅକାଳ ମୃତ୍ୟୁରେ ଅଞ୍ଚଳରେ ଶୋକର ଛାୟା ଖେଳିଯାଇଛି। ପାଣି ଗାଧୋଇବା ବେଳେ ଦୁର୍ଘଟଣାରେ ସେମାନଙ୍କ ମୃତ୍ୟୁ ଘଟିଥିଲା। ପୋଲିସ ଏକ ଅପମୃତ୍ୟୁ ମାମଲା ରୁଜୁ କରି ତଦନ୍ତ ଆରମ୍ଭ କରିଛି।: [372, 846, 552, 965]
table-cell: 10,000/- +500/(VAT): [913, 1428, 987, 1464]
table-cell: 43,990.00: [829, 1392, 913, 1428]
brief-headline-theft: ୨ ମଇଁଷି ଚୋର ଗିରଫ: [954, 135, 1114, 157]
registration-dot-icon: [1257, 2315, 1268, 2326]
print-registration-bar: [0, 2306, 1500, 2330]
table-cell: 37,550.00: [829, 1356, 913, 1392]
list-item: 6. Last date of issue of Tender document on dtd 17.05.2016 up to 5.00 PM.: [1157, 1894, 1489, 1905]
table-cell: ୩: [580, 2004, 615, 2022]
registration-dot-icon: [702, 2315, 713, 2326]
list-item: 5. Date of issue of Tender documents on dtd. 10.05.2016 at 10.00AM.: [1157, 1882, 1489, 1893]
table-row: [576, 1428, 1125, 1464]
registration-dot-icon: [279, 2315, 290, 2326]
table-row: [576, 1356, 1125, 1392]
table-cell: 4: [829, 1342, 913, 1356]
table-cell: 12 (Twelve) Calendar Months: [1051, 1500, 1125, 1558]
adgp-terms-list: [1143, 1609, 1489, 2053]
table-cell: 3: [746, 1342, 828, 1356]
newspaper-logo: ଧରିତ୍ରୀ: [14, 9, 202, 79]
table-cell: C & B: [987, 1356, 1051, 1392]
lead-story: [0, 120, 940, 750]
clinic-address: A-41, BDA Duplex Colony, Baramunda Roadside of NH-5, Bhubaneswar: [12, 2003, 266, 2037]
table-cell: 43,99,000.00: [746, 1392, 828, 1428]
proverb-body: ଗାଈ ଦୁହିବା ବିଷୟରେ ଗାଈପାଳୁ ଆଉ ଖାଇ ଦୁହିଲେ ଉଭୟ ମାଲିକ ତା ଉପରେ ଅଧିକାର ରଖିପାରନ୍ତି। ସେହିପରି ଗାଈଟି ପୋଷିଥିବା ଲୋକଟି ଯଦି ଖାଇ ଦୁହିଲେ ବାଛୁରୀ ଖାଇବାକୁ ପାଏ ନାହିଁ। ଏ ପରିସ୍ଥିତିରେ ପର ଗାଈ ଦୁହିବା ଜଣେ ବୁଦ୍ଧିମାନ ଲୋକର କାମ ନୁହେଁ।: [1159, 377, 1487, 436]
